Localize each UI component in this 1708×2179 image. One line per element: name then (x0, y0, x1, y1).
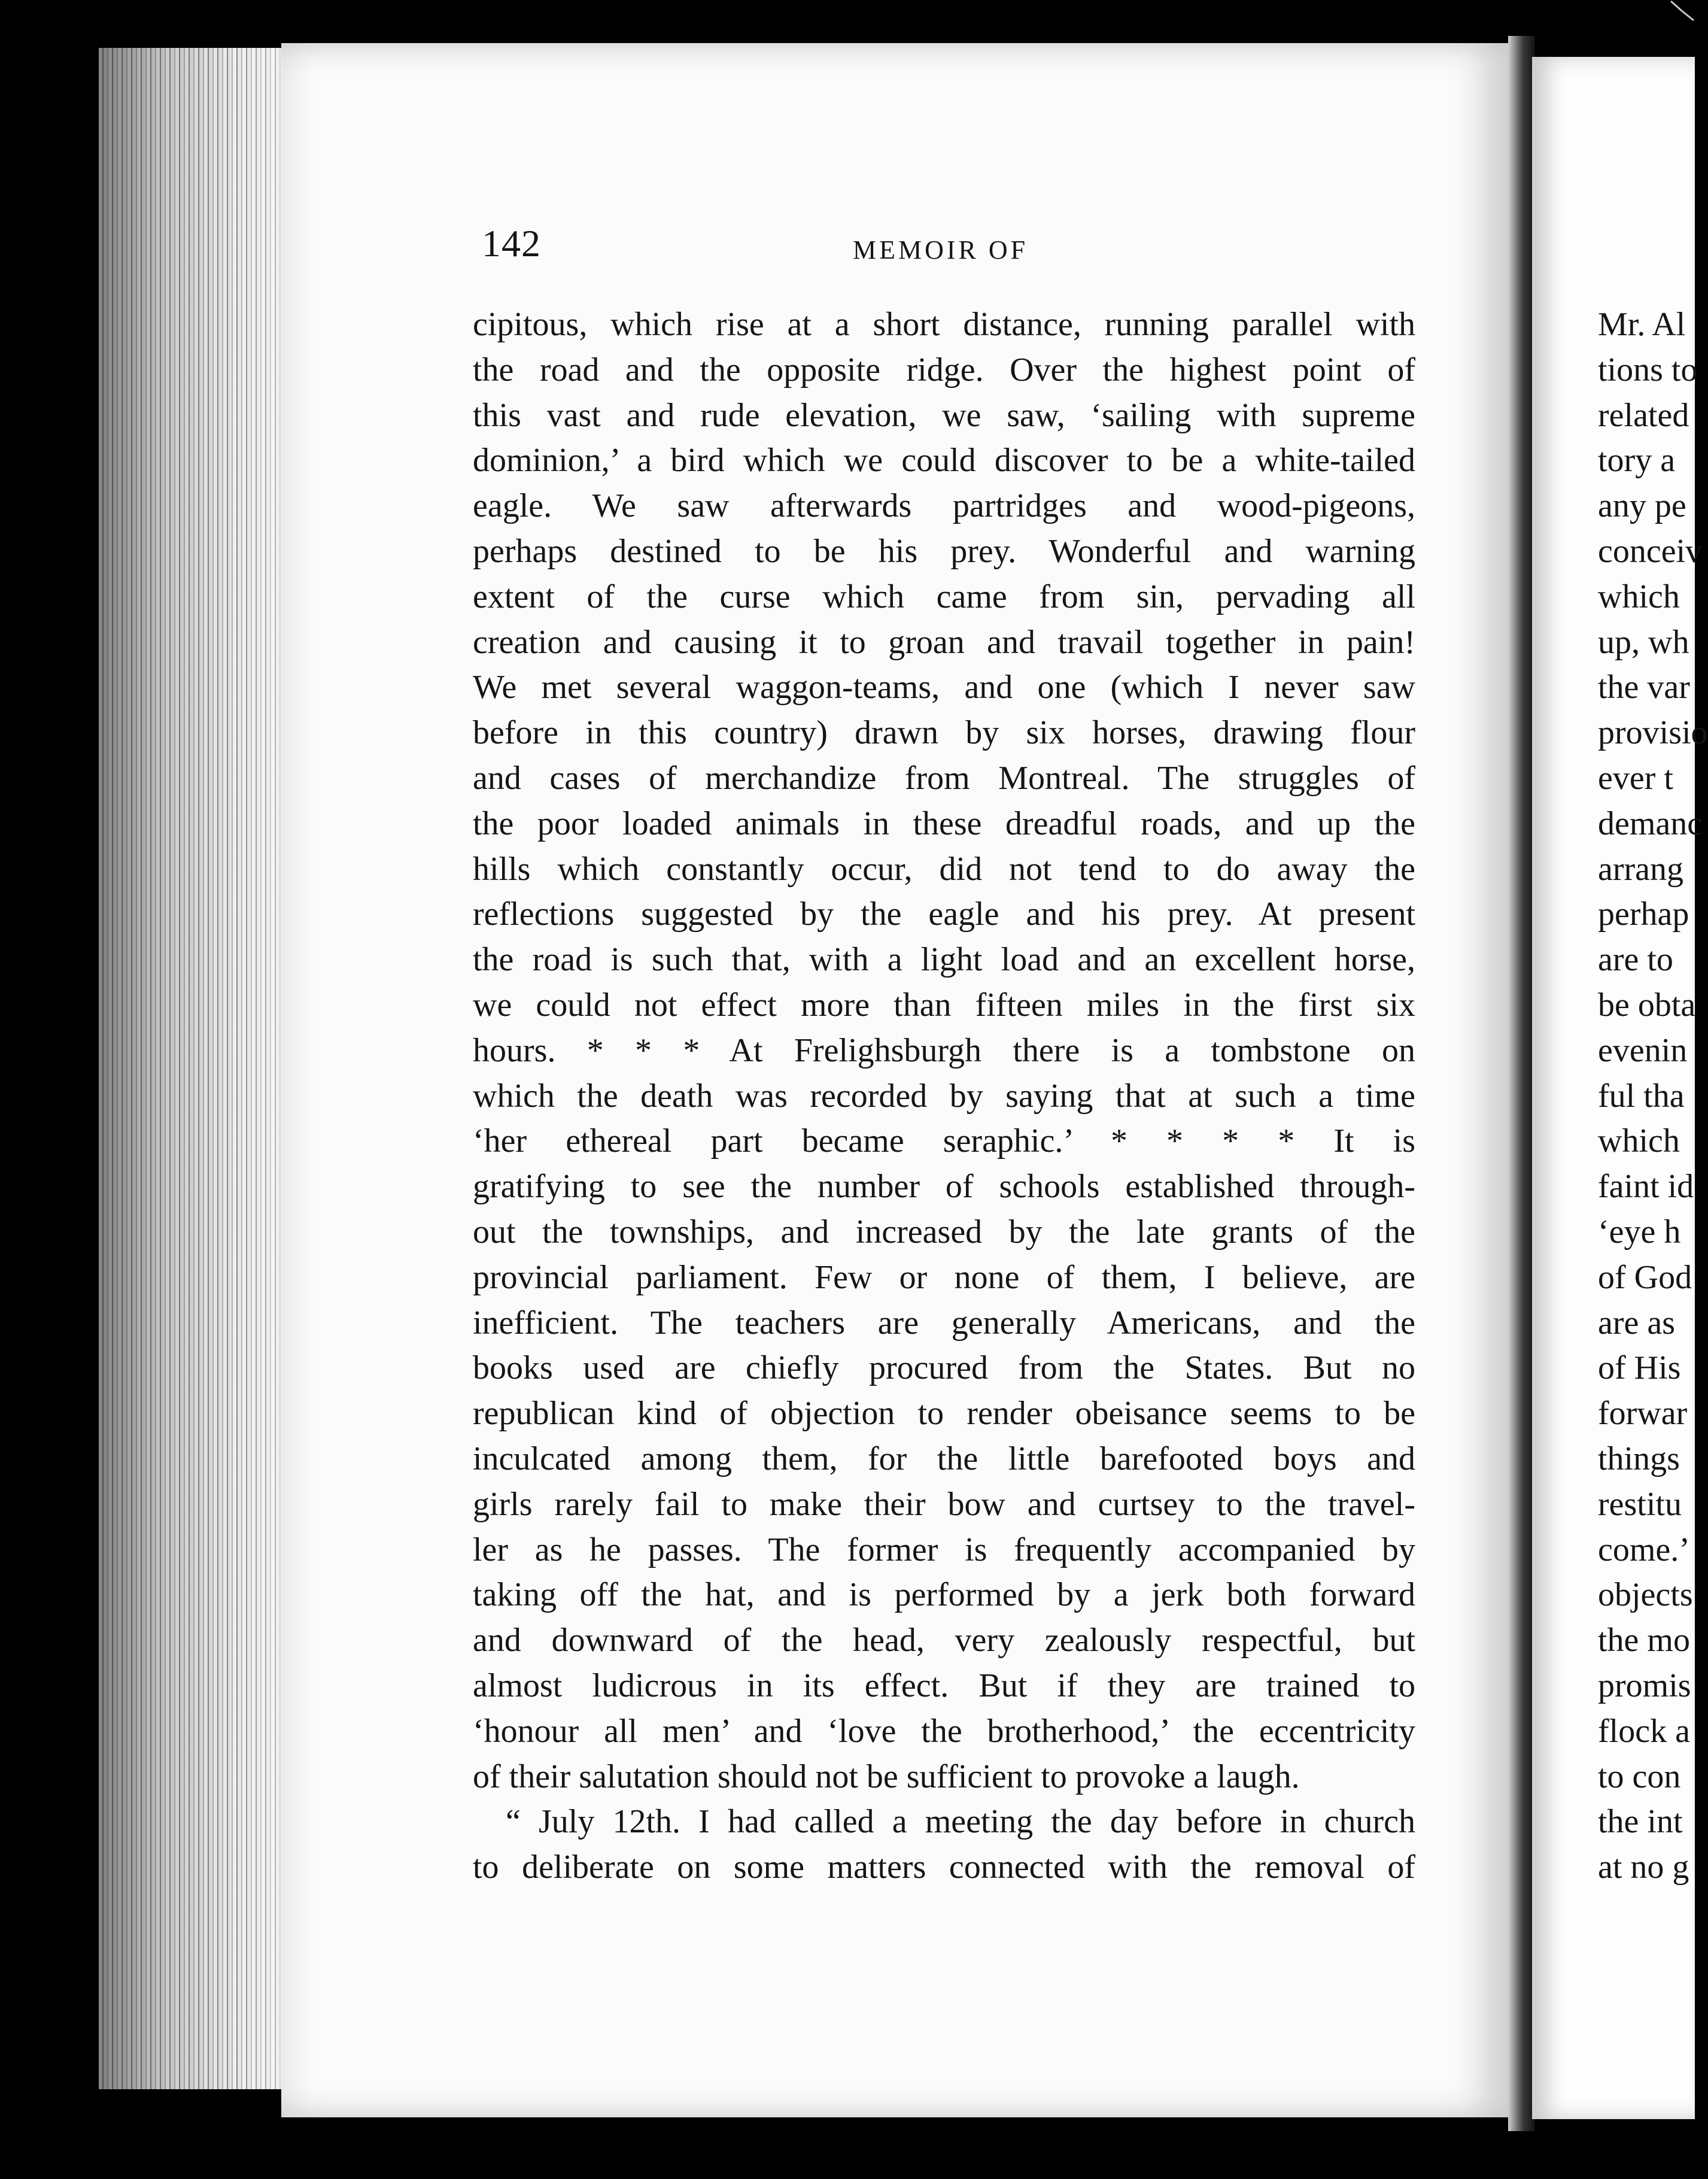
facing-line: the mo (1598, 1622, 1690, 1659)
running-title: MEMOIR OF (853, 235, 1029, 265)
text-line: dominion,’ a bird which we could discover to be a white-tailed (473, 442, 1415, 479)
facing-line: Mr. Al (1598, 306, 1686, 343)
text-line: perhaps destined to be his prey. Wonderful and warning (473, 532, 1415, 570)
facing-line: forwar (1598, 1395, 1688, 1433)
text-line: ‘honour all men’ and ‘love the brotherhood,’ the eccentricity (473, 1712, 1415, 1750)
text-line: and cases of merchandize from Montreal. The struggles of (473, 759, 1415, 797)
text-line: creation and causing it to groan and travail together in pain! (473, 623, 1415, 661)
text-line: the road is such that, with a light load and an excellent horse, (473, 941, 1415, 979)
facing-line: objects (1598, 1576, 1693, 1614)
facing-line: ever t (1598, 759, 1673, 797)
facing-line: perhap (1598, 896, 1689, 933)
text-line: the poor loaded animals in these dreadful roads, and up the (473, 805, 1415, 842)
facing-line: the var (1598, 669, 1690, 706)
facing-line: provisio (1598, 714, 1708, 752)
text-line: ‘her ethereal part became seraphic.’ * * * * It is (473, 1122, 1415, 1160)
facing-line: of His (1598, 1349, 1681, 1387)
facing-line: any pe (1598, 487, 1686, 525)
text-line: out the townships, and increased by the late grants of the (473, 1213, 1415, 1251)
text-line: hills which constantly occur, did not tend to do away the (473, 850, 1415, 888)
facing-page-text (1598, 302, 1708, 1890)
running-head (482, 221, 1409, 275)
page-number: 142 (482, 222, 541, 265)
text-line: ler as he passes. The former is frequently accompanied by (473, 1531, 1415, 1568)
text-line: cipitous, which rise at a short distance, running parallel with (473, 306, 1415, 343)
facing-line: ful tha (1598, 1077, 1685, 1115)
text-line: to deliberate on some matters connected with the removal of (473, 1849, 1415, 1886)
facing-line: promis (1598, 1667, 1691, 1704)
text-line: which the death was recorded by saying that at such a time (473, 1077, 1415, 1115)
text-line: republican kind of objection to render obeisance seems to be (473, 1395, 1415, 1433)
text-line: the road and the opposite ridge. Over the highest point of (473, 351, 1415, 389)
facing-line: flock a (1598, 1712, 1690, 1750)
facing-line: which (1598, 1122, 1680, 1160)
text-line: eagle. We saw afterwards partridges and wood-pigeons, (473, 487, 1415, 525)
text-line: hours. * * * At Frelighsburgh there is a tombstone on (473, 1031, 1415, 1069)
facing-line: demanc (1598, 805, 1703, 842)
text-line: provincial parliament. Few or none of them, I believe, are (473, 1258, 1415, 1296)
facing-line: tory a (1598, 442, 1676, 479)
body-text (473, 302, 1415, 1890)
text-line: “ July 12th. I had called a meeting the day before in church (506, 1803, 1415, 1841)
facing-line: faint id (1598, 1168, 1694, 1206)
facing-line: come.’ (1598, 1531, 1690, 1568)
facing-line: arrang (1598, 850, 1684, 888)
page-edges (99, 48, 299, 2089)
facing-line: things (1598, 1440, 1680, 1477)
text-line: books used are chiefly procured from the States. But no (473, 1349, 1415, 1387)
text-line: and downward of the head, very zealously respectful, but (473, 1622, 1415, 1659)
facing-line: tions to (1598, 351, 1698, 389)
text-line: this vast and rude elevation, we saw, ‘sailing with supreme (473, 396, 1415, 434)
text-line: taking off the hat, and is performed by a jerk both forward (473, 1576, 1415, 1614)
facing-line: ‘eye h (1598, 1213, 1681, 1251)
facing-line: the int (1598, 1803, 1683, 1841)
text-line: almost ludicrous in its effect. But if they are trained to (473, 1667, 1415, 1704)
facing-line: are as (1598, 1304, 1676, 1342)
facing-line: related (1598, 396, 1689, 434)
facing-line: be obta (1598, 986, 1696, 1024)
text-line: We met several waggon-teams, and one (which I never saw (473, 669, 1415, 706)
facing-line: up, wh (1598, 623, 1689, 661)
facing-line: which (1598, 578, 1680, 615)
facing-line: conceiv (1598, 532, 1703, 570)
text-line: inefficient. The teachers are generally Americans, and the (473, 1304, 1415, 1342)
text-line: before in this country) drawn by six horses, drawing flour (473, 714, 1415, 752)
facing-line: are to (1598, 941, 1673, 979)
facing-line: of God (1598, 1258, 1692, 1296)
facing-line: to con (1598, 1758, 1681, 1795)
facing-line: evenin (1598, 1031, 1688, 1069)
text-line: girls rarely fail to make their bow and curtsey to the travel- (473, 1485, 1415, 1523)
text-line: gratifying to see the number of schools established through- (473, 1168, 1415, 1206)
facing-line: restitu (1598, 1485, 1682, 1523)
text-line: we could not effect more than fifteen miles in the first six (473, 986, 1415, 1024)
corner-scratch-mark (1670, 0, 1695, 24)
text-line: reflections suggested by the eagle and his prey. At present (473, 896, 1415, 933)
facing-line: at no g (1598, 1849, 1689, 1886)
text-line: extent of the curse which came from sin, pervading all (473, 578, 1415, 615)
text-line: of their salutation should not be sufficient to provoke a laugh. (473, 1758, 1300, 1795)
book-gutter (1508, 36, 1535, 2131)
text-line: inculcated among them, for the little barefooted boys and (473, 1440, 1415, 1477)
